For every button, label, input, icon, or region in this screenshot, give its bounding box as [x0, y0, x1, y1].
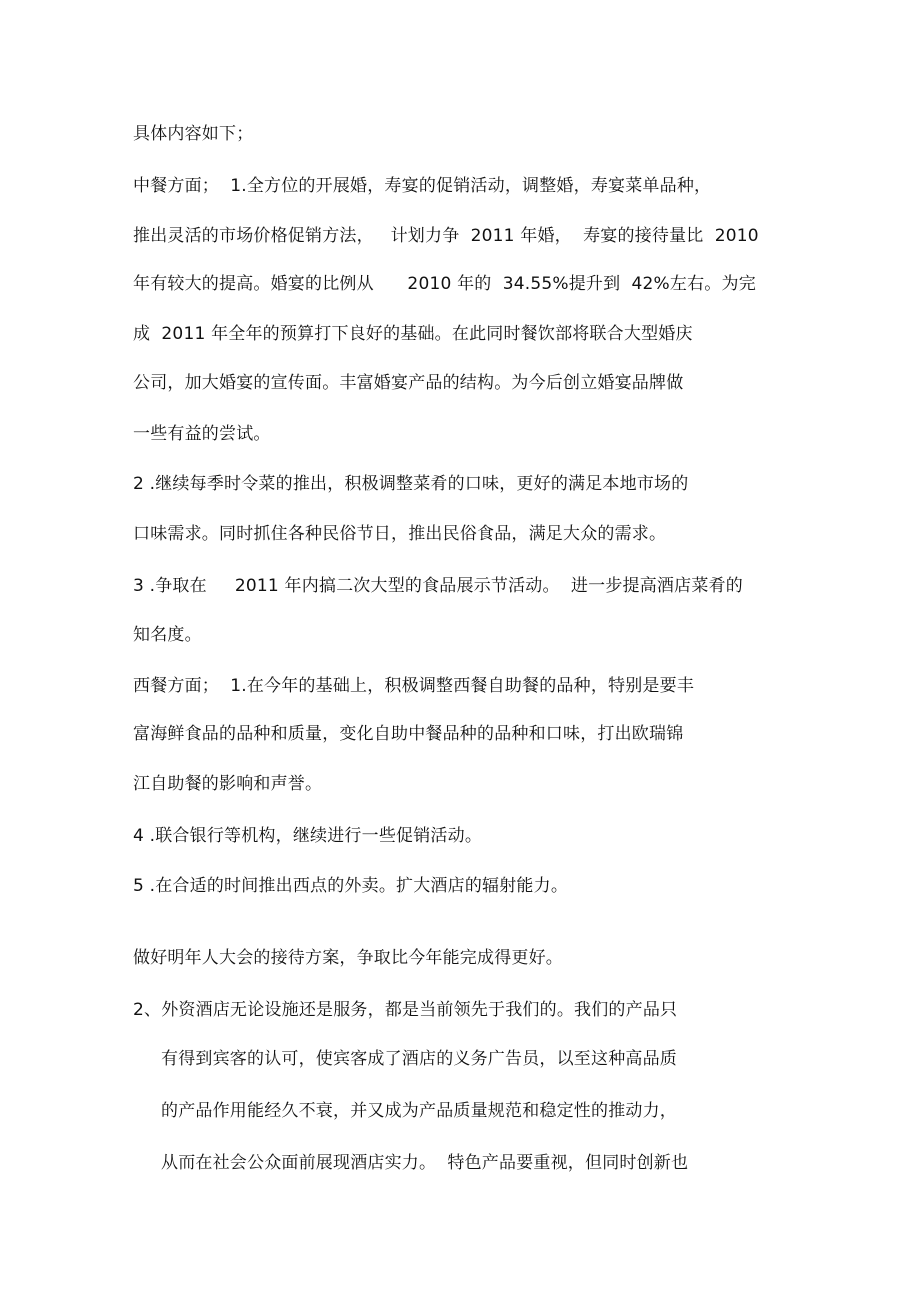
text-line: 年有较大的提高。婚宴的比例从 2010 年的 34.55%提升到 42%左右。为完 [133, 274, 756, 294]
text-line: 公司，加大婚宴的宣传面。丰富婚宴产品的结构。为今后创立婚宴品牌做 [133, 373, 684, 393]
text-line: 的产品作用能经久不衰，并又成为产品质量规范和稳定性的推动力， [161, 1101, 677, 1121]
text-line: 做好明年人大会的接待方案，争取比今年能完成得更好。 [133, 948, 563, 968]
text-line: 江自助餐的影响和声誉。 [133, 774, 323, 794]
text-line: 成 2011 年全年的预算打下良好的基础。在此同时餐饮部将联合大型婚庆 [133, 324, 693, 344]
text-line: 从而在社会公众面前展现酒店实力。 特色产品要重视，但同时创新也 [161, 1153, 689, 1173]
text-line: 富海鲜食品的品种和质量，变化自助中餐品种的品种和口味，打出欧瑞锦 [133, 724, 684, 744]
text-line: 具体内容如下； [133, 124, 254, 144]
text-line: 西餐方面； 1.在今年的基础上，积极调整西餐自助餐的品种，特别是要丰 [133, 676, 695, 696]
text-line: 2、外资酒店无论设施还是服务，都是当前领先于我们的。我们的产品只 [133, 1000, 678, 1020]
text-line: 有得到宾客的认可，使宾客成了酒店的义务广告员，以至这种高品质 [161, 1049, 677, 1069]
text-line: 3 .争取在 2011 年内搞二次大型的食品展示节活动。 进一步提高酒店菜肴的 [133, 576, 743, 596]
text-line: 口味需求。同时抓住各种民俗节日，推出民俗食品，满足大众的需求。 [133, 524, 667, 544]
text-line: 5 .在合适的时间推出西点的外卖。扩大酒店的辐射能力。 [133, 876, 569, 896]
text-line: 中餐方面； 1.全方位的开展婚，寿宴的促销活动，调整婚，寿宴菜单品种， [133, 176, 712, 196]
text-line: 推出灵活的市场价格促销方法， 计划力争 2011 年婚， 寿宴的接待量比 2010 [133, 226, 759, 246]
text-line: 2 .继续每季时令菜的推出，积极调整菜肴的口味，更好的满足本地市场的 [133, 474, 689, 494]
text-line: 知名度。 [133, 625, 202, 645]
text-line: 4 .联合银行等机构，继续进行一些促销活动。 [133, 826, 483, 846]
text-line: 一些有益的尝试。 [133, 424, 271, 444]
